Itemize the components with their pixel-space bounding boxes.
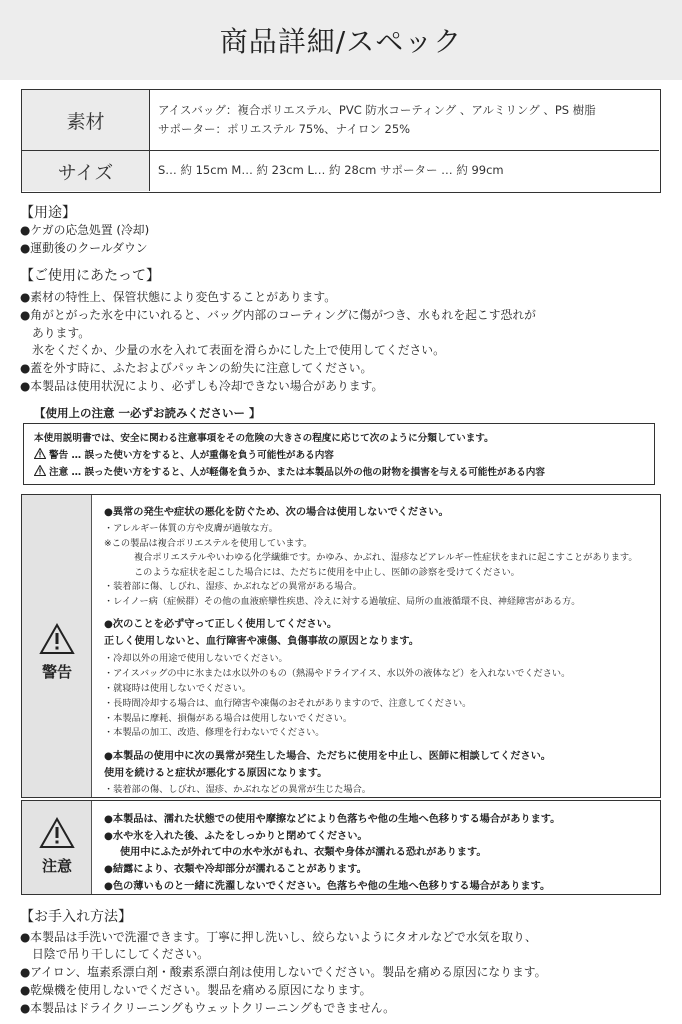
warning-line: 正しく使用しないと、血行障害や凍傷、負傷事故の原因となります。 [104, 636, 419, 647]
notice-side [22, 801, 92, 894]
notice-line: ●本製品は、濡れた状態での使用や摩擦などにより色落ちや他の生地へ色移りする場合があります。 [104, 814, 561, 825]
warning-line: ●異常の発生や症状の悪化を防ぐため、次の場合は使用しないでください。 [104, 507, 449, 518]
warning-line: ・本製品の加工、改造、修理を行わないでください。 [104, 727, 325, 738]
warning-line: ・就寝時は使用しないでください。 [104, 683, 251, 694]
warning-triangle-icon [34, 465, 46, 476]
spec-material-line: サポーター：ポリエステル 75%、ナイロン 25% [158, 122, 411, 136]
warning-line: 使用を続けると症状が悪化する原因になります。 [104, 768, 328, 779]
warning-triangle-icon [34, 448, 46, 459]
page-header [0, 0, 682, 80]
warning-triangle-icon [39, 623, 75, 655]
before-use-line: ●蓋を外す時に、ふたおよびパッキンの紛失に注意してください。 [20, 361, 373, 375]
before-use-line: ●素材の特性上、保管状態により変色することがあります。 [20, 290, 337, 304]
spec-label-size: サイズ [22, 151, 150, 191]
care-line: ●本製品はドライクリーニングもウェットクリーニングもできません。 [20, 1001, 395, 1015]
usage-item: ●ケガの応急処置 (冷却) [20, 223, 150, 237]
warning-line: ・レイノー病（症候群）その他の血液瘀攣性疾患、冷えに対する過敏症、局所の血液循環不良、神経障害がある方。 [104, 596, 581, 607]
notice-box [21, 800, 661, 895]
warning-line: ・装着部の傷、しびれ、湿疹、かぶれなどの異常が生じた場合。 [104, 784, 371, 795]
warning-box [21, 494, 661, 798]
warning-line: ●次のことを必ず守って正しく使用してください。 [104, 619, 338, 630]
warning-line: ・本製品に摩耗、損傷がある場合は使用しないでください。 [104, 713, 353, 724]
notice-line: ●結露により、衣類や冷却部分が濡れることがあります。 [104, 864, 367, 875]
caution-line: 本使用説明書では、安全に関わる注意事項をその危険の大きさの程度に応じて次のように分類しています。 [34, 433, 494, 444]
warning-triangle-icon [39, 817, 75, 849]
warning-line: ※この製品は複合ポリエステルを使用しています。 [104, 538, 313, 549]
before-use-line: ●本製品は使用状況により、必ずしも冷却できない場合があります。 [20, 379, 384, 393]
before-use-line: あります。 [32, 326, 91, 340]
warning-line: ・冷却以外の用途で使用しないでください。 [104, 653, 288, 664]
spec-value-size: S… 約 15cm M… 約 23cm L… 約 28cm サポーター … 約 99cm [158, 163, 504, 177]
care-line: 日陰で吊り干しにしてください。 [32, 947, 209, 961]
warning-line: ●本製品の使用中に次の異常が発生した場合、ただちに使用を中止し、医師に相談してください。 [104, 751, 551, 762]
spec-material-line: アイスバッグ：複合ポリエステル、PVC 防水コーティング 、アルミリング 、PS 樹脂 [158, 103, 596, 117]
spec-row-size [22, 151, 659, 191]
before-use-title: 【ご使用にあたって】 [20, 268, 160, 284]
usage-title: 【用途】 [20, 205, 76, 221]
caution-warning-text: 警告 … 誤った使い方をすると、人が重傷を負う可能性がある内容 [49, 450, 334, 461]
warning-label: 警告 [41, 663, 72, 681]
caution-box [23, 423, 655, 485]
caution-title: 【使用上の注意 一必ずお読みくださいー 】 [34, 406, 261, 420]
notice-line: 使用中にふたが外れて中の水や氷がもれ、衣類や身体が濡れる恐れがあります。 [120, 847, 487, 858]
care-line: ●アイロン、塩素系漂白剤・酸素系漂白剤は使用しないでください。製品を痛める原因になります。 [20, 965, 547, 979]
spec-value-material [158, 101, 596, 139]
page-title: 商品詳細/スペック [219, 25, 463, 58]
notice-label: 注意 [41, 857, 72, 875]
spec-label-material: 素材 [22, 90, 150, 150]
notice-line: ●水や氷を入れた後、ふたをしっかりと閉めてください。 [104, 831, 368, 842]
warning-line: ・アイスバッグの中に氷または水以外のもの（熱湯やドライアイス、水以外の液体など）を入れないでください。 [104, 668, 571, 679]
warning-line: ・アレルギー体質の方や皮膚が過敏な方。 [104, 523, 278, 534]
before-use-line: ●角がとがった氷を中にいれると、バッグ内部のコーティングに傷がつき、水もれを起こす恐れが [20, 308, 536, 322]
care-line: ●乾燥機を使用しないでください。製品を痛める原因になります。 [20, 983, 372, 997]
spec-table [21, 89, 661, 193]
warning-side [22, 495, 92, 797]
caution-notice-text: 注意 … 誤った使い方をすると、人が軽傷を負うか、または本製品以外の他の財物を損害を与える可能性がある内容 [49, 467, 545, 478]
care-line: ●本製品は手洗いで洗濯できます。丁寧に押し洗いし、絞らないようにタオルなどで水気を取り、 [20, 930, 537, 944]
usage-item: ●運動後のクールダウン [20, 241, 148, 255]
warning-line: ・装着部に傷、しびれ、湿疹、かぶれなどの異常がある場合。 [104, 581, 362, 592]
care-title: 【お手入れ方法】 [20, 909, 132, 925]
warning-line: このような症状を起こした場合には、ただちに使用を中止し、医師の診察を受けてください。 [134, 567, 520, 578]
warning-line: ・長時間冷却する場合は、血行障害や凍傷のおそれがありますので、注意してください。 [104, 698, 472, 709]
spec-row-material [22, 90, 659, 151]
notice-line: ●色の薄いものと一緒に洗濯しないでください。色落ちや他の生地へ色移りする場合があります。 [104, 881, 551, 892]
before-use-line: 氷をくだくか、少量の水を入れて表面を滑らかにした上で使用してください。 [32, 343, 445, 357]
caution-line-warning [34, 447, 334, 461]
warning-line: 複合ポリエステルやいわゆる化学繊維です。かゆみ、かぶれ、湿疹などアレルギー性症状をまれに起こすことがあります。 [134, 552, 638, 563]
caution-line-notice [34, 464, 545, 478]
